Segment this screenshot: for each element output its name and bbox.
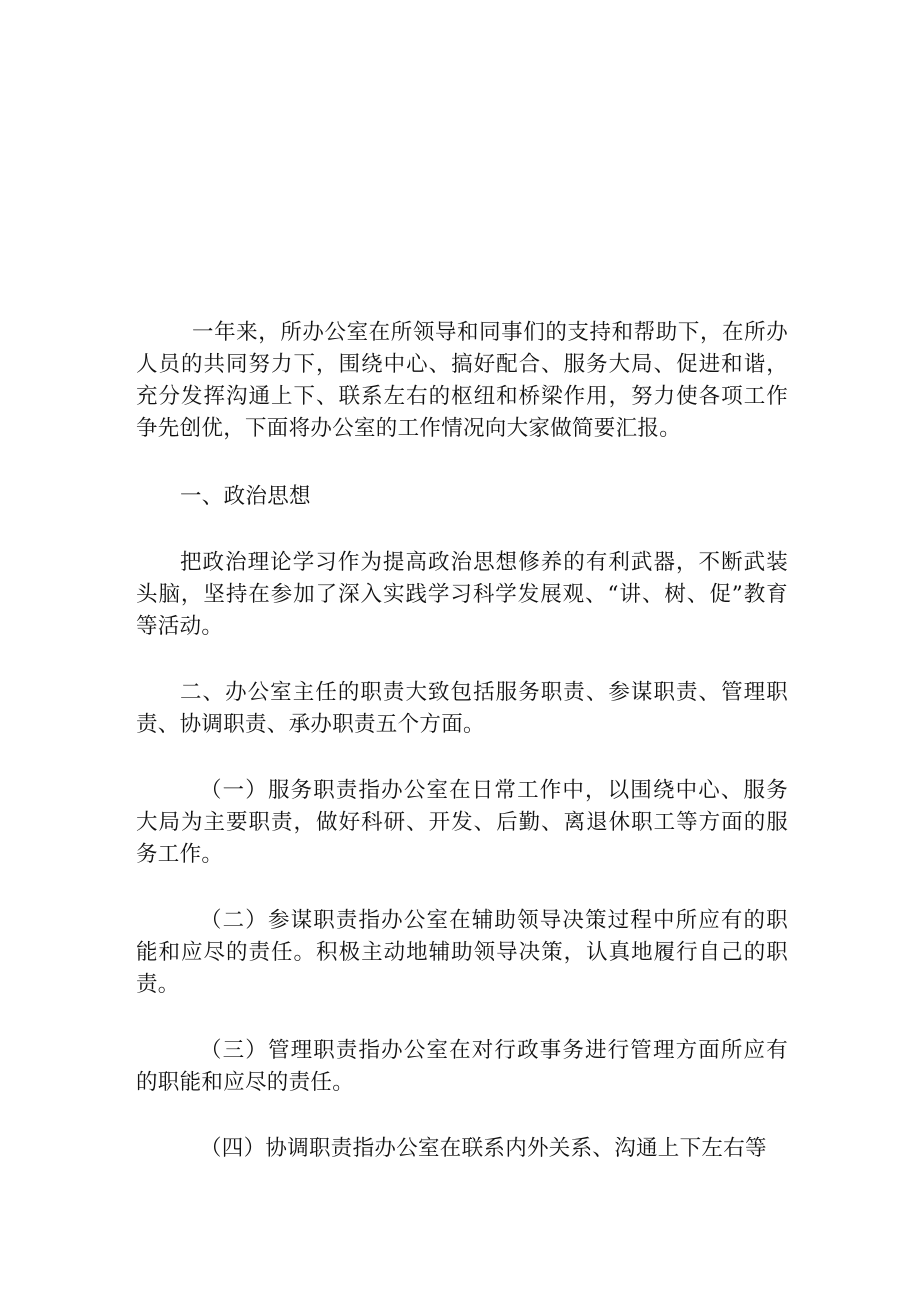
coordination-duty-paragraph: （四）协调职责指办公室在联系内外关系、沟通上下左右等 <box>200 1136 767 1161</box>
advisory-duty-paragraph: （二）参谋职责指办公室在辅助领导决策过程中所应有的职能和应尽的责任。积极主动地辅助领导决策，认真地履行自己的职责。 <box>136 908 788 997</box>
intro-paragraph: 一年来，所办公室在所领导和同事们的支持和帮助下，在所办人员的共同努力下，围绕中心、搞好配合、服务大局、促进和谐，充分发挥沟通上下、联系左右的枢纽和桥梁作用，努力使各项工作争先创优，下面将办公室的工作情况向大家做简要汇报。 <box>136 320 788 441</box>
section-heading-political: 一、政治思想 <box>180 484 311 509</box>
political-paragraph: 把政治理论学习作为提高政治思想修养的有利武器，不断武装头脑，坚持在参加了深入实践学习科学发展观、“讲、树、促”教育等活动。 <box>136 550 788 639</box>
duties-paragraph: 二、办公室主任的职责大致包括服务职责、参谋职责、管理职责、协调职责、承办职责五个方面。 <box>136 680 788 737</box>
service-duty-paragraph: （一）服务职责指办公室在日常工作中，以围绕中心、服务大局为主要职责，做好科研、开发、后勤、离退休职工等方面的服务工作。 <box>136 778 788 867</box>
management-duty-paragraph: （三）管理职责指办公室在对行政事务进行管理方面所应有的职能和应尽的责任。 <box>136 1038 788 1095</box>
document-page <box>136 317 788 1165</box>
